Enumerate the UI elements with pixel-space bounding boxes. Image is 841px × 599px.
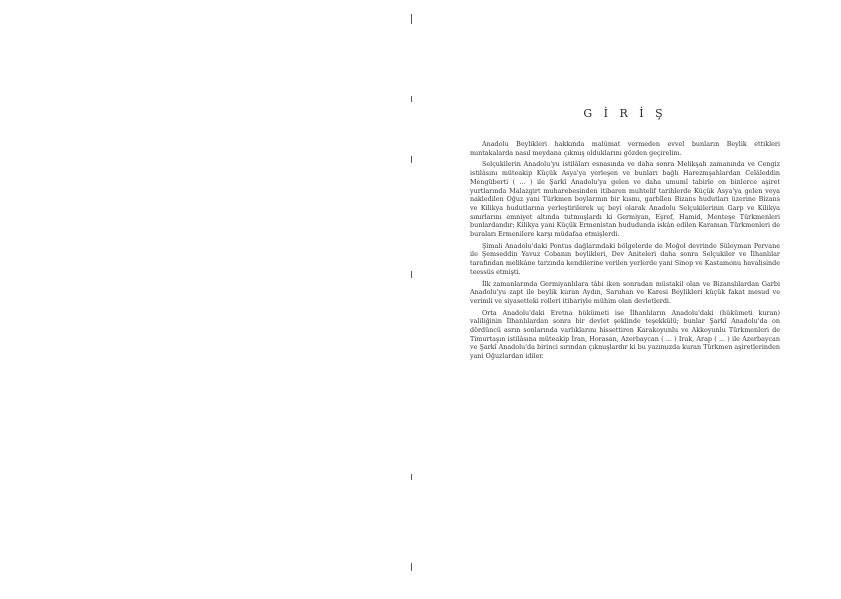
paragraph: Selçukilerin Anadolu'yu istilâları esnasında ve daha sonra Melikşah zamanında ve Cengiz istilâsını müteakip Küçük Asya'ya yerleşen ve bunları bağlı Harezmşahlardan Celâleddin Mengüberti ( ... ) ile Şarkî Anadolu'ya gelen ve daha umumî tabirle on binlerce aşiret yurtlarında Malazgirt muharebesinden itibaren muhtelif tarihlerde Küçük Asya'ya gelen veya nakledilen Oğuz yani Türkmen boylarının bir kısmı, garbîlen Bizans hudutları üzerine Bizans ve Kilikya hudutlarına yerleştirilerek uç beyi olarak Anadolu Selçukilerinin Garp ve Kilikya sınırlarını emniyet altında tutmuşlardı ki Germiyan, Eşref, Hamid, Menteşe Türkmenleri bunlardandır; Kilikya yani Küçük Ermenistan hududunda iskân edilen Karaman Türkmenleri de buraları Ermenilere karşı müdafaa etmişlerdi. [470,160,780,239]
body-text [470,140,780,364]
binding-mark [411,156,412,163]
paragraph: Anadolu Beylikleri hakkında malûmat vermeden evvel bunların Beylik ettikleri mıntakalarda nasıl meydana çıkmış olduklarını gözden geçirelim. [470,140,780,157]
binding-mark [411,271,412,278]
paragraph: İlk zamanlarında Germiyanlılara tâbi iken sonradan müstakil olan ve Bizanslılardan Garbi Anadolu'yu zapt ile beylik kuran Aydın, Saruhan ve Karesi Beylikleri küçük fakat mesud ve verimli ve siyasetteki rolleri itibariyle mühim olan devletlerdi. [470,279,780,305]
binding-mark [411,563,412,571]
binding-mark [411,14,412,24]
binding-mark [411,474,412,480]
page-title: G İ R İ Ş [583,107,667,120]
paragraph: Şimali Anadolu'daki Pontus dağlarındaki bölgelerde de Moğol devrinde Süleyman Pervane ile Şemseddin Yavuz Cobanın beylikleri, Dev Aniteleri daha sonra Selçukiler ve İlhanlılar tarafından melikâne tarzında kendilerine verilen yerlerde yani Sinop ve Kastamonu havalisinde teessüs etmişti. [470,241,780,276]
binding-mark [411,96,412,102]
paragraph: Orta Anadolu'daki Eretna hükümeti ise İlhanlıların Anadolu'daki (hükümeti kuran) valiliğinin İlhanlılardan sonra bir devlet şeklinde teşekkülü; bunlar Şarkî Anadolu'da on dördüncü asrın sonlarında varlıklarını hissettiren Karakoyunlu ve Akkoyunlu Türkmenleri de Timurtaşın istilâsına müteakip İran, Horasan, Azerbaycan ( ... ) Irak, Arap ( ... ) ile Azerbaycan ve Şarkî Anadolu'da birinci sırından çıkmışlardır ki bu yazımızda kuran Türkmen aşiretlerinden yani Oğuzlardan idiler. [470,308,780,361]
